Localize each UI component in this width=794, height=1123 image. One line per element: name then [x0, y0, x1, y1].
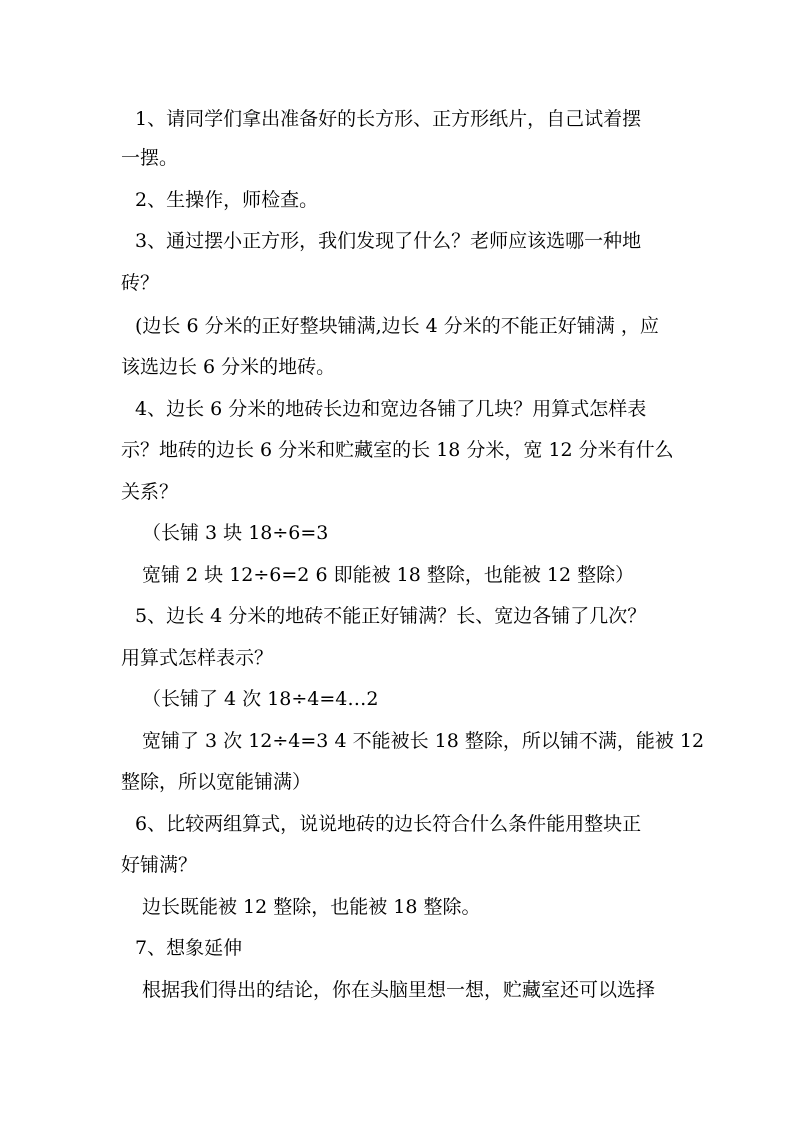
- paragraph-line: 5、边长 4 分米的地砖不能正好铺满？长、宽边各铺了几次？: [135, 605, 647, 627]
- paragraph-line: 关系？: [121, 481, 179, 503]
- paragraph-line: 7、想象延伸: [135, 937, 243, 959]
- paragraph-line: 根据我们得出的结论，你在头脑里想一想，贮藏室还可以选择: [142, 979, 656, 1001]
- paragraph-line: 示？地砖的边长 6 分米和贮藏室的长 18 分米，宽 12 分米有什么: [121, 439, 674, 461]
- paragraph-line: 边长既能被 12 整除，也能被 18 整除。: [142, 896, 481, 918]
- paragraph-line: （长铺 3 块 18÷6=3: [142, 522, 329, 544]
- paragraph-line: （长铺了 4 次 18÷4=4…2: [142, 688, 379, 710]
- paragraph-line: 一摆。: [121, 147, 179, 169]
- paragraph-line: 整除，所以宽能铺满）: [121, 771, 312, 793]
- paragraph-line: 用算式怎样表示？: [121, 647, 274, 669]
- paragraph-line: 该选边长 6 分米的地砖。: [121, 356, 336, 378]
- paragraph-line: 宽铺了 3 次 12÷4=3 4 不能被长 18 整除，所以铺不满，能被 12: [142, 730, 705, 752]
- paragraph-line: 宽铺 2 块 12÷6=2 6 即能被 18 整除，也能被 12 整除）: [142, 564, 635, 586]
- paragraph-line: 4、边长 6 分米的地砖长边和宽边各铺了几块？用算式怎样表: [135, 398, 647, 420]
- paragraph-line: 6、比较两组算式，说说地砖的边长符合什么条件能用整块正: [135, 813, 642, 835]
- paragraph-line: (边长 6 分米的正好整块铺满,边长 4 分米的不能正好铺满 ，应: [135, 315, 659, 337]
- paragraph-line: 砖？: [121, 272, 160, 294]
- paragraph-line: 好铺满？: [121, 854, 198, 876]
- paragraph-line: 1、请同学们拿出准备好的长方形、正方形纸片，自己试着摆: [135, 108, 642, 130]
- paragraph-line: 2、生操作，师检查。: [135, 189, 319, 211]
- paragraph-line: 3、通过摆小正方形，我们发现了什么？老师应该选哪一种地: [135, 230, 642, 252]
